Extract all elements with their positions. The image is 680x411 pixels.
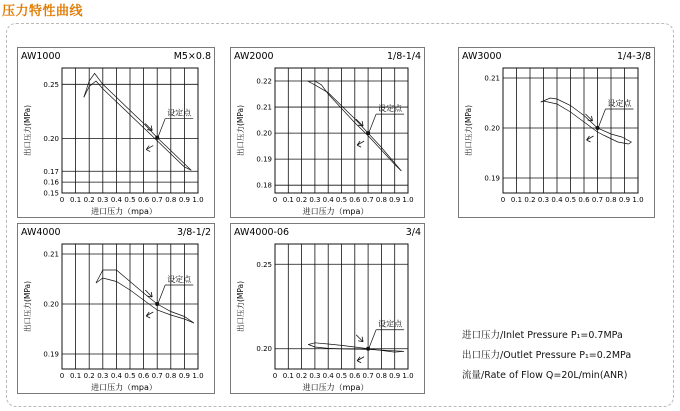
outlet-pressure-condition: 出口压力/Outlet Pressure P₁=0.2MPa: [462, 350, 632, 361]
set-point-label: 设定点: [607, 99, 632, 108]
flow-rate-condition: 流量/Rate of Flow Q=20L/min(ANR): [462, 370, 628, 381]
x-tick-label: 0.7: [362, 196, 374, 204]
chart-svg: [231, 48, 424, 217]
set-point-label: 设定点: [167, 275, 192, 284]
x-tick-label: 0.6: [349, 372, 361, 380]
pressure-curve-falling: [84, 81, 191, 170]
x-tick-label: 0.1: [282, 372, 294, 380]
x-tick-label: 0.6: [349, 196, 361, 204]
chart-panel-aw3000: [458, 47, 655, 218]
y-tick-label: 0.25: [43, 80, 59, 89]
chart-title: AW1000: [21, 51, 61, 62]
test-conditions: [462, 326, 631, 386]
arrow-icon: [587, 136, 594, 142]
x-tick-label: 0.1: [510, 196, 523, 204]
chart-port-size: 3/4: [405, 227, 421, 238]
x-tick-label: 0.9: [389, 196, 401, 204]
chart-svg: [459, 48, 654, 217]
x-tick-label: 0.3: [97, 196, 109, 204]
chart-panel-aw2000: [230, 47, 425, 218]
set-point-leader: [369, 114, 376, 132]
chart-svg: [18, 48, 214, 217]
x-tick-label: 0.4: [322, 196, 334, 204]
x-tick-label: 0.9: [178, 372, 190, 380]
x-tick-label: 0.1: [282, 196, 294, 204]
set-point-leader: [369, 330, 376, 348]
x-axis-label: 进口压力（mpa）: [302, 383, 369, 392]
y-tick-label: 0.20: [484, 124, 500, 133]
chart-panel-aw4000-06: [230, 223, 425, 394]
x-tick-label: 0.6: [578, 196, 590, 204]
x-tick-label: 0.9: [178, 196, 190, 204]
arrow-icon: [145, 290, 152, 297]
chart-port-size: 1/8-1/4: [386, 51, 421, 62]
chart-svg: [231, 224, 424, 393]
chart-title: AW2000: [234, 51, 274, 62]
y-tick-label: 0.20: [256, 345, 272, 354]
x-tick-label: 0.5: [335, 372, 348, 380]
chart-panel-aw1000: [17, 47, 215, 218]
arrow-icon: [146, 146, 153, 152]
y-tick-label: 0.15: [43, 189, 59, 198]
x-tick-label: 0.1: [70, 372, 82, 380]
x-tick-label: 0.4: [322, 372, 334, 380]
x-tick-label: 0.8: [375, 196, 387, 204]
y-tick-label: 0.16: [43, 178, 59, 187]
pressure-curve-falling: [308, 345, 404, 352]
x-tick-label: 0.5: [564, 196, 577, 204]
x-axis-label: 进口压力（mpa）: [302, 207, 369, 216]
x-tick-label: 0.3: [309, 372, 321, 380]
arrow-icon: [356, 335, 363, 342]
x-tick-label: 1.0: [192, 196, 204, 204]
x-tick-label: 0.3: [309, 196, 321, 204]
page-title: 压力特性曲线: [2, 4, 84, 19]
set-point-leader: [158, 119, 165, 137]
y-tick-label: 0.19: [43, 350, 59, 359]
inlet-pressure-condition: 进口压力/Inlet Pressure P₁=0.7MPa: [462, 330, 623, 341]
set-point-label: 设定点: [378, 104, 403, 114]
x-tick-label: 0.9: [618, 196, 631, 204]
x-tick-label: 0.3: [97, 372, 109, 380]
x-tick-label: 0.4: [110, 196, 122, 204]
chart-title: AW4000: [21, 227, 61, 238]
x-tick-label: 0.1: [70, 196, 82, 204]
x-tick-label: 0.6: [138, 372, 150, 380]
x-axis-label: 进口压力（mpa）: [91, 207, 157, 216]
x-tick-label: 0.7: [591, 196, 604, 204]
y-tick-label: 0.21: [484, 74, 500, 83]
arrow-icon: [146, 312, 153, 318]
y-axis-label: 出口压力(MPa): [23, 280, 32, 333]
chart-port-size: 3/8-1/2: [176, 227, 211, 238]
x-tick-label: 0.2: [296, 372, 308, 380]
y-tick-label: 0.18: [256, 181, 272, 190]
x-tick-label: 0.8: [165, 196, 177, 204]
y-tick-label: 0.20: [43, 135, 59, 144]
x-tick-label: 0.8: [375, 372, 387, 380]
y-axis-label: 出口压力(MPa): [236, 280, 245, 333]
y-tick-label: 0.22: [256, 77, 272, 86]
set-point-leader: [599, 109, 606, 127]
y-tick-label: 0.20: [43, 300, 59, 309]
y-tick-label: 0.21: [43, 250, 59, 259]
x-tick-label: 0.7: [151, 196, 163, 204]
x-tick-label: 0.6: [138, 196, 150, 204]
y-tick-label: 0.17: [43, 167, 59, 176]
arrow-icon: [145, 124, 152, 131]
x-tick-label: 0: [59, 372, 65, 380]
set-point-label: 设定点: [167, 108, 192, 118]
x-tick-label: 0.2: [83, 196, 95, 204]
x-tick-label: 0.7: [362, 372, 374, 380]
chart-panel-aw4000: [17, 223, 215, 394]
y-axis-label: 出口压力(MPa): [23, 104, 32, 157]
set-point-label: 设定点: [378, 319, 403, 329]
x-tick-label: 0.5: [124, 372, 136, 380]
x-tick-label: 0.4: [551, 196, 563, 204]
chart-port-size: M5×0.8: [173, 51, 211, 62]
x-tick-label: 0: [500, 196, 506, 204]
x-tick-label: 0.8: [605, 196, 617, 204]
x-tick-label: 0.9: [389, 372, 401, 380]
x-tick-label: 0.8: [165, 372, 177, 380]
x-axis-label: 进口压力（mpa）: [91, 383, 157, 392]
x-tick-label: 0: [272, 372, 278, 380]
y-tick-label: 0.19: [484, 174, 500, 183]
chart-svg: [18, 224, 214, 393]
x-tick-label: 0.2: [296, 196, 308, 204]
chart-port-size: 1/4-3/8: [616, 51, 651, 62]
x-tick-label: 0.5: [124, 196, 136, 204]
arrow-icon: [357, 357, 364, 363]
x-tick-label: 0.3: [537, 196, 550, 204]
x-tick-label: 0: [272, 196, 278, 204]
x-tick-label: 0.2: [524, 196, 536, 204]
x-tick-label: 1.0: [632, 196, 644, 204]
x-tick-label: 0.4: [110, 372, 122, 380]
y-axis-label: 出口压力(MPa): [236, 104, 245, 157]
x-tick-label: 1.0: [402, 372, 414, 380]
y-tick-label: 0.21: [256, 103, 272, 112]
x-tick-label: 1.0: [402, 196, 414, 204]
x-tick-label: 0.7: [151, 372, 163, 380]
chart-title: AW4000-06: [234, 227, 290, 238]
arrow-icon: [357, 141, 364, 147]
y-tick-label: 0.25: [256, 260, 272, 269]
x-tick-label: 0: [59, 196, 65, 204]
x-tick-label: 1.0: [192, 372, 204, 380]
y-tick-label: 0.19: [256, 155, 272, 164]
chart-title: AW3000: [462, 51, 502, 62]
y-tick-label: 0.20: [256, 129, 272, 138]
x-tick-label: 0.5: [335, 196, 348, 204]
x-tick-label: 0.2: [83, 372, 95, 380]
set-point-leader: [158, 285, 165, 303]
y-axis-label: 出口压力(MPa): [464, 104, 473, 157]
